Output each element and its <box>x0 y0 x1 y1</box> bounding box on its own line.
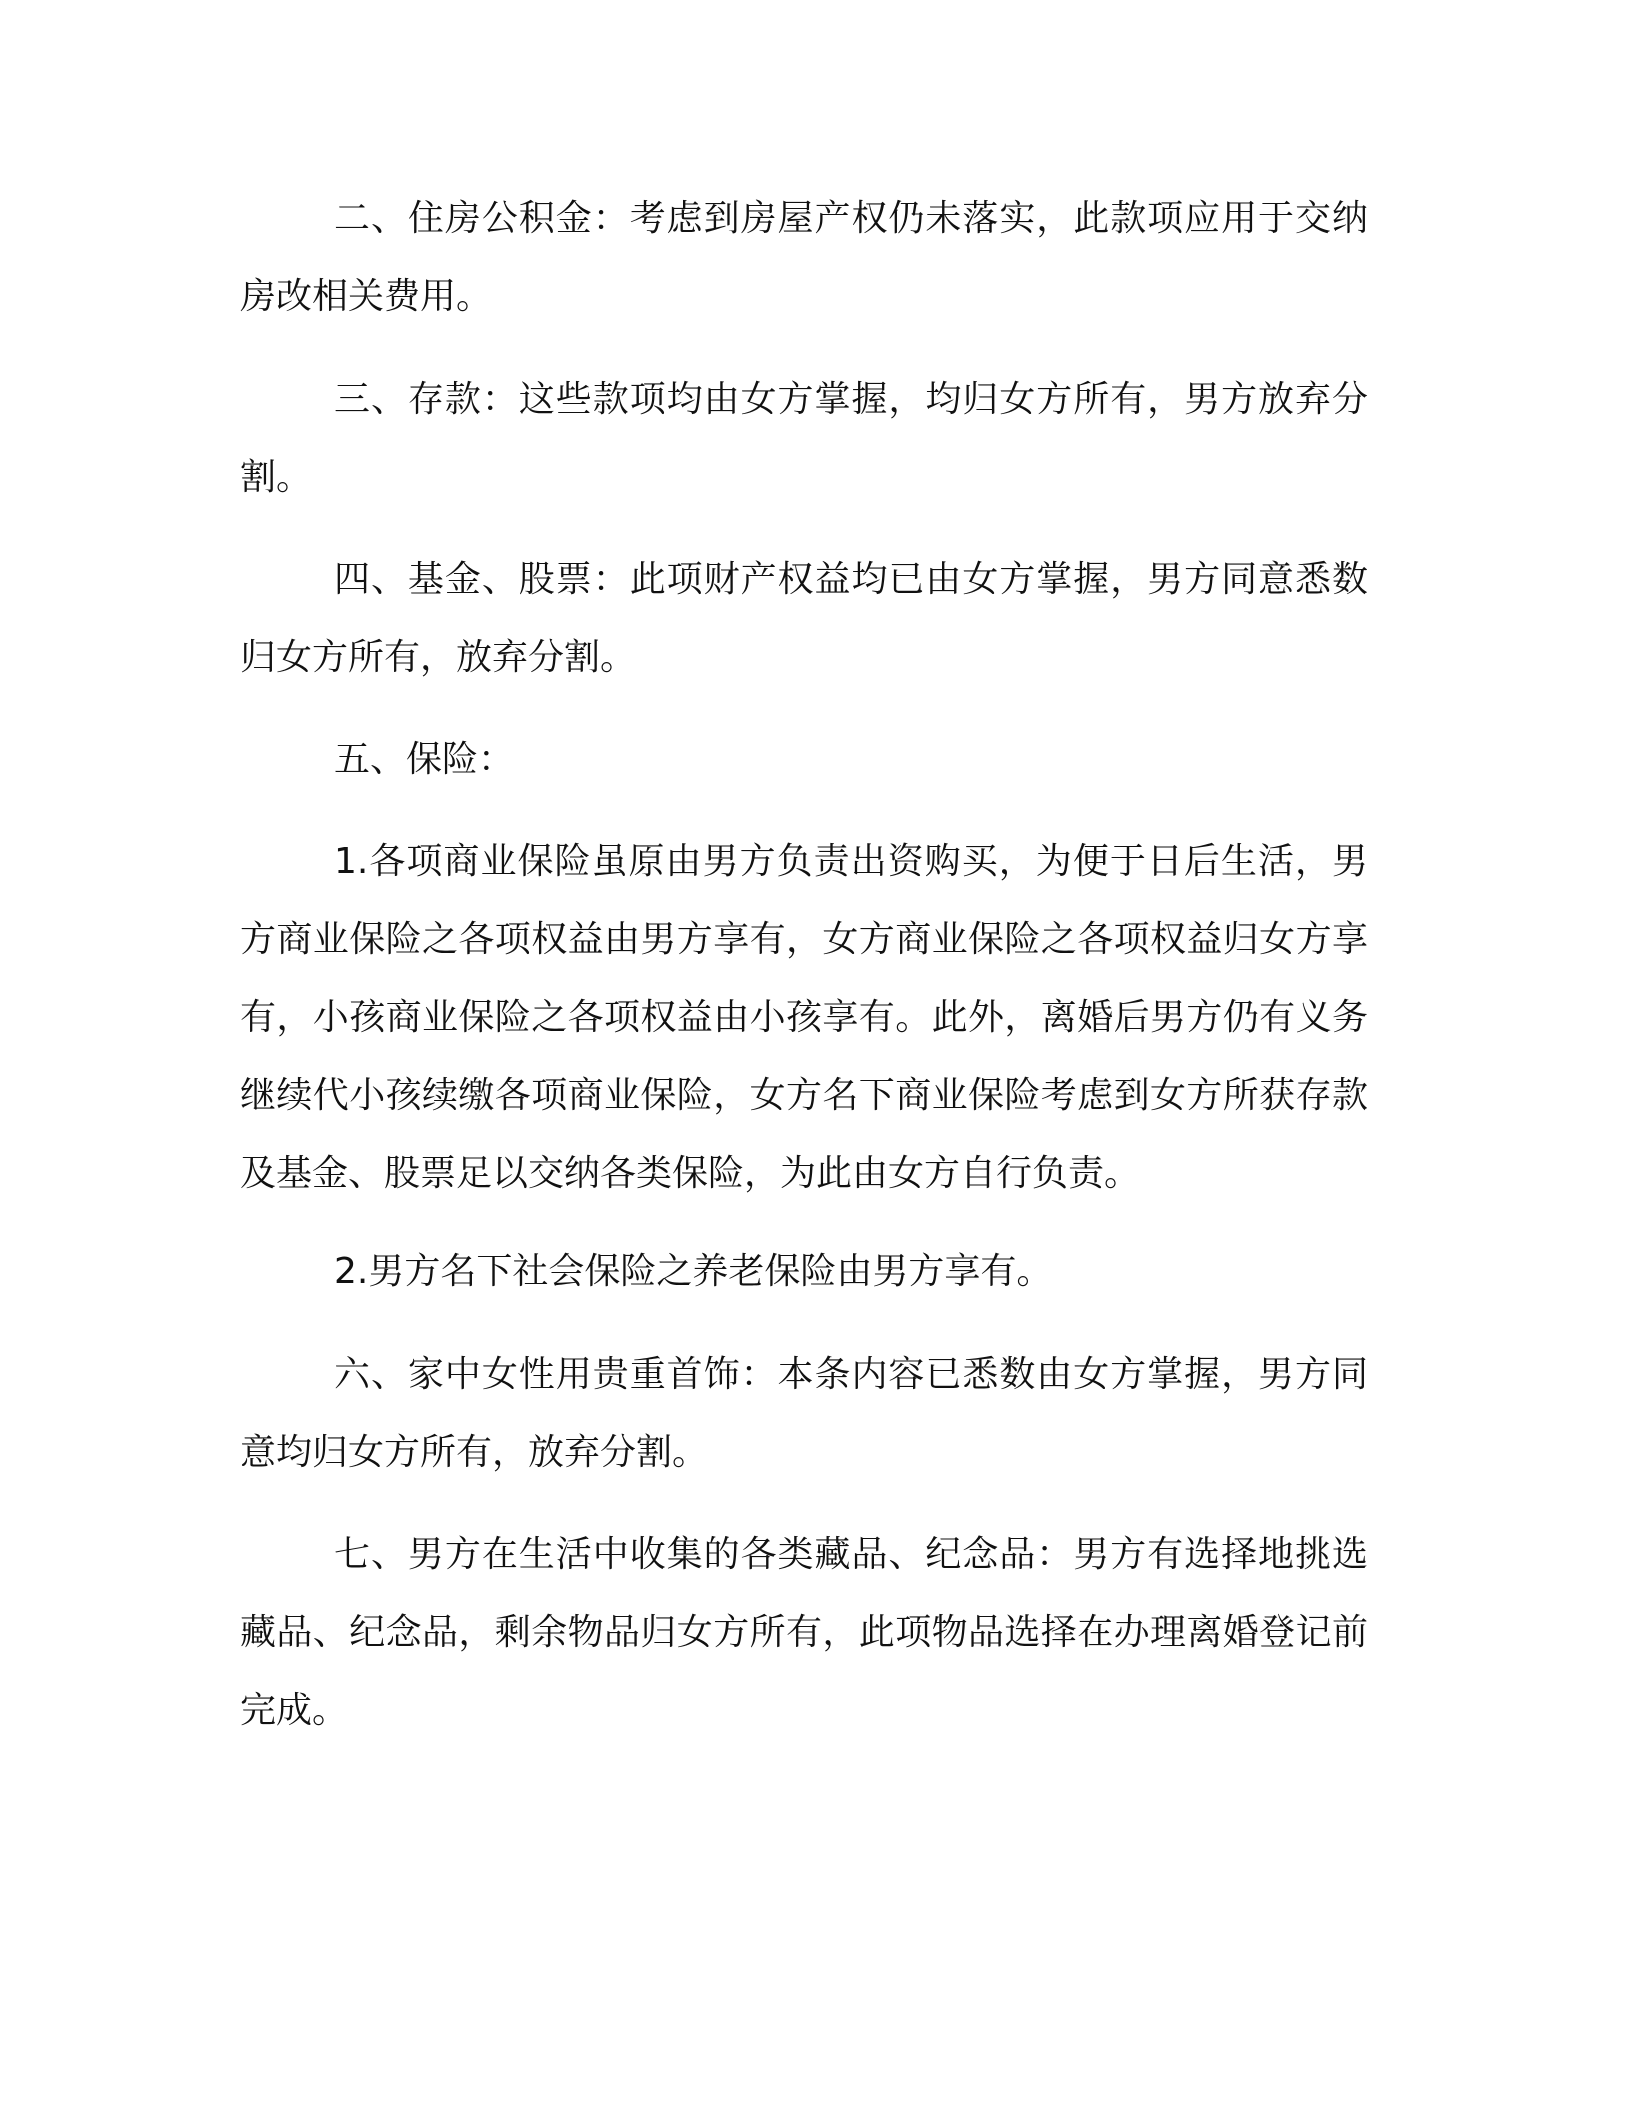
clause-funds-stocks: 四、基金、股票：此项财产权益均已由女方掌握，男方同意悉数归女方所有，放弃分割。 <box>240 559 1368 678</box>
clause-savings: 三、存款：这些款项均由女方掌握，均归女方所有，男方放弃分割。 <box>240 379 1368 498</box>
clause-insurance-item-1: 1.各项商业保险虽原由男方负责出资购买，为便于日后生活，男方商业保险之各项权益由男方享有，女方商业保险之各项权益归女方享有，小孩商业保险之各项权益由小孩享有。此外，离婚后男方仍有义务继续代小孩续缴各项商业保险，女方名下商业保险考虑到女方所获存款及基金、股票足以交纳各类保险，为此由女方自行负责。 <box>240 841 1368 1194</box>
clause-insurance-item-2: 2.男方名下社会保险之养老保险由男方享有。 <box>334 1251 1053 1292</box>
clause-collectibles: 七、男方在生活中收集的各类藏品、纪念品：男方有选择地挑选藏品、纪念品，剩余物品归女方所有，此项物品选择在办理离婚登记前完成。 <box>240 1534 1368 1731</box>
clause-jewelry: 六、家中女性用贵重首饰：本条内容已悉数由女方掌握，男方同意均归女方所有，放弃分割。 <box>240 1354 1368 1473</box>
clause-insurance-heading: 五、保险： <box>334 739 515 780</box>
clause-housing-fund: 二、住房公积金：考虑到房屋产权仍未落实，此款项应用于交纳房改相关费用。 <box>240 198 1368 317</box>
